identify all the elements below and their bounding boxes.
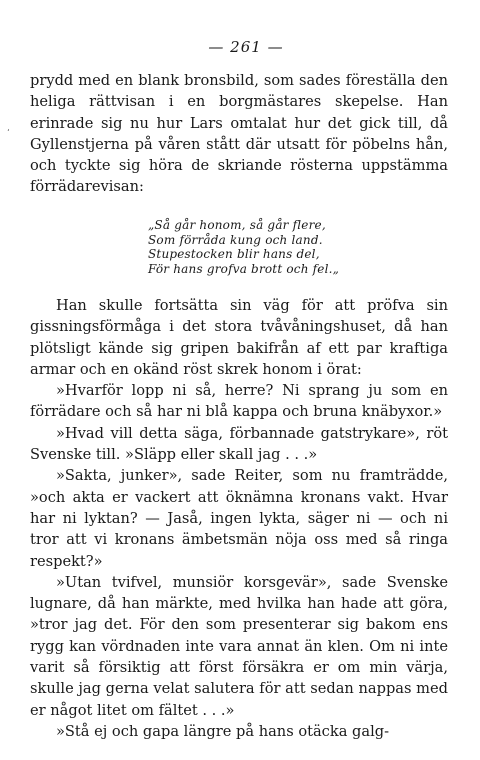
- verse-line: Stupestocken blir hans del,: [148, 247, 320, 262]
- paragraph-opening: prydd med en blank bronsbild, som sades föreställa den heliga rättvisan i en borgmästares skepelse. Han erinrade sig nu hur Lars omtalat hur det gick till, då Gyllenstjerna på våren stått där utsatt för pöbelns hån, och tyckte sig höra de skriande rösterna uppstämma förrädarevisan:: [30, 72, 448, 196]
- paragraph-dialogue: »Hvarför lopp ni så, herre? Ni sprang ju som en förrädare och så har ni blå kappa och bruna knäbyxor.»: [30, 382, 448, 421]
- paragraph-dialogue: »Utan tvifvel, munsiör korsgevär», sade Svenske lugnare, då han märkte, med hvilka han hade att göra, »tror jag det. För den som presenterar sig bakom ens rygg kan vördnaden inte vara annat än klen. Om ni inte varit så försiktig att först försäkra er om min värja, skulle jag gerna velat salutera för att sedan nappas med er något litet om fältet . . .»: [30, 573, 448, 719]
- verse-line: Som förråda kung och land.: [148, 232, 323, 247]
- book-page: [30, 36, 448, 742]
- paragraph-dialogue: »Stå ej och gapa längre på hans otäcka galg-: [56, 722, 390, 740]
- margin-mark: ‘: [7, 128, 10, 137]
- verse-line: För hans grofva brott och fel.„: [148, 262, 340, 277]
- verse-line: „Så går honom, så går flere,: [148, 217, 326, 232]
- paragraph-dialogue: »Hvad vill detta säga, förbannade gatstrykare», röt Svenske till. »Släpp eller skall jag . . .»: [30, 424, 448, 464]
- page-number: — 261 —: [208, 38, 284, 56]
- verse-block: [148, 218, 448, 277]
- paragraph: Han skulle fortsätta sin väg för att pröfva sin gissningsförmåga i det stora tvåvåningshuset, då han plötsligt kände sig gripen bakifrån af ett par kraftiga armar och en okänd röst skrek honom i örat:: [30, 296, 448, 378]
- paragraph-dialogue: »Sakta, junker», sade Reiter, som nu framträdde, »och akta er vackert att öknämna kronans vakt. Hvar har ni lyktan? — Jaså, ingen lykta, säger ni — och ni tror att vi kronans ämbetsmän nöja oss med så ringa respekt?»: [30, 467, 448, 570]
